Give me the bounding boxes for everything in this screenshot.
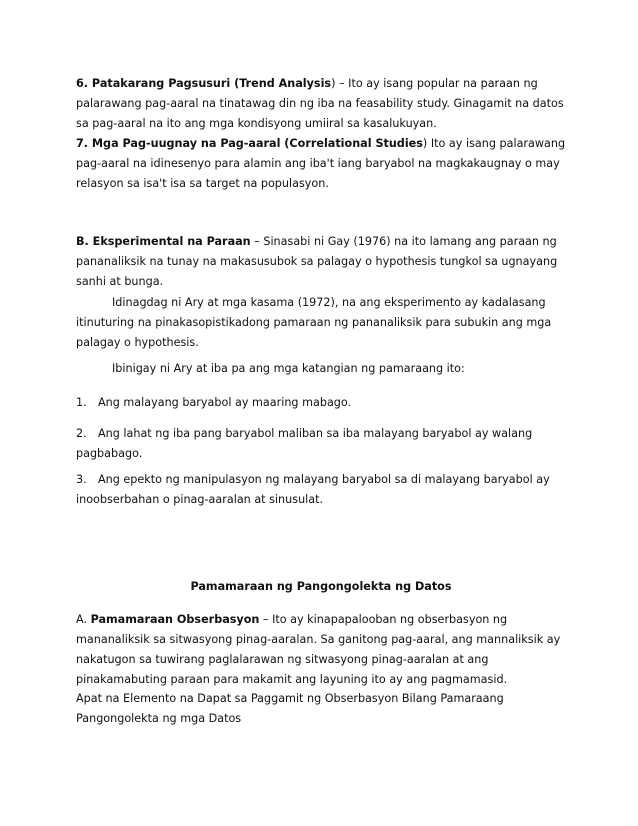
section-b-paragraph: [76, 232, 566, 292]
section-a-heading: Pamamaraan Obserbasyon: [90, 613, 260, 626]
section-6-paragraph: [76, 74, 566, 134]
section-a-prefix: A.: [76, 613, 91, 626]
list-item-number: 1.: [76, 396, 87, 409]
ary-paragraph-1: Idinagdag ni Ary at mga kasama (1972), na ang eksperimento ay kadalasang itinuturing na pinakasopistikadong pamaraan ng pananaliksik para subukin ang mga palagay o hypothesis.: [76, 296, 552, 349]
list-item-1: [76, 393, 566, 413]
list-item-number: 2.: [76, 427, 87, 440]
section-title-text: Pamamaraan ng Pangongolekta ng Datos: [190, 580, 452, 593]
list-item-3: [76, 470, 566, 510]
list-item-text: Ang epekto ng manipulasyon ng malayang baryabol sa di malayang baryabol ay inoobserbahan o pinag-aaralan at sinusulat.: [76, 473, 550, 506]
section-6-paren: ): [331, 77, 336, 90]
elements-paragraph: Apat na Elemento na Dapat sa Paggamit ng Obserbasyon Bilang Pamaraang Pangongolekta ng mga Datos: [76, 692, 504, 725]
section-7-heading: 7. Mga Pag-uugnay na Pag-aaral (Correlational Studies: [76, 137, 423, 150]
section-6-body: – Ito ay isang popular na paraan ng palarawang pag-aaral na tinatawag din ng iba na feasability study. Ginagamit na datos sa pag-aaral na ito ang mga kondisyong umiiral sa kasalukuyan.: [76, 77, 564, 130]
section-a-body: – Ito ay kinapapalooban ng obserbasyon ng mananaliksik sa sitwasyong pinag-aaralan. Sa ganitong pag-aaral, ang mannaliksik ay nakatugon sa tuwirang paglalarawan ng sitwasyong pinag-aaralan at ang pinakamabuting paraan para makamit ang layuning ito ay ang pagmamasid.: [76, 613, 561, 686]
list-item-2: [76, 424, 566, 464]
section-a-paragraph: [76, 610, 566, 690]
section-7-body: Ito ay isang palarawang pag-aaral na idinesenyo para alamin ang iba't iang baryabol na magkakaugnay o may relasyon sa isa't isa sa target na populasyon.: [76, 137, 566, 190]
list-item-text: Ang malayang baryabol ay maaring mabago.: [98, 396, 352, 409]
list-item-text: Ang lahat ng iba pang baryabol maliban sa iba malayang baryabol ay walang pagbabago.: [76, 427, 533, 460]
section-b-body: – Sinasabi ni Gay (1976) na ito lamang ang paraan ng pananaliksik na tunay na makasusubok sa palagay o hypothesis tungkol sa ugnayang sanhi at bunga.: [76, 235, 558, 288]
section-b-heading: B. Eksperimental na Paraan: [76, 235, 251, 248]
ary-paragraph-2: Ibinigay ni Ary at iba pa ang mga katangian ng pamaraang ito:: [112, 362, 465, 375]
list-item-number: 3.: [76, 473, 87, 486]
section-title: [76, 577, 566, 597]
section-7-paren: ): [422, 137, 428, 150]
section-6-heading: 6. Patakarang Pagsusuri (Trend Analysis: [76, 77, 332, 90]
section-7-paragraph: [76, 134, 566, 194]
